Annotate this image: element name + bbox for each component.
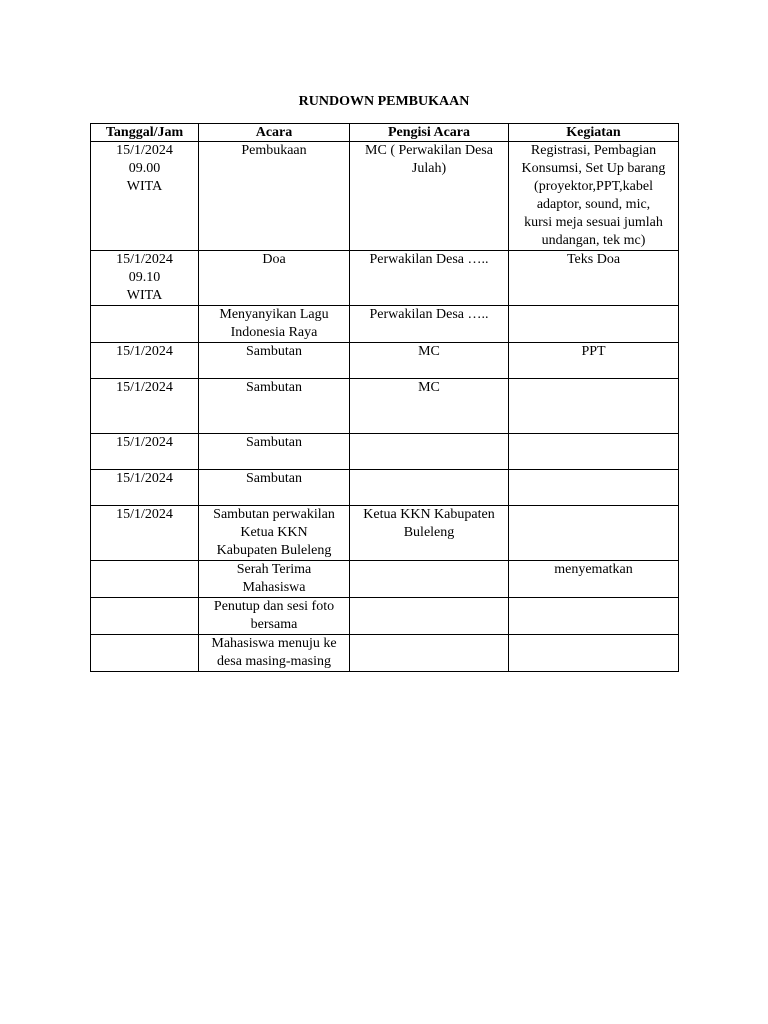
cell-acara <box>199 343 350 379</box>
cell-acara <box>199 142 350 251</box>
cell-text: WITA <box>126 288 163 303</box>
cell-kegiatan <box>509 598 679 635</box>
cell-text: Indonesia Raya <box>230 325 318 340</box>
cell-text: Sambutan perwakilan <box>213 507 335 522</box>
rundown-table <box>90 123 679 672</box>
cell-pengisi <box>350 635 509 672</box>
cell-tanggal <box>91 506 199 561</box>
cell-kegiatan <box>509 470 679 506</box>
cell-tanggal <box>91 598 199 635</box>
cell-text: Julah) <box>411 161 447 176</box>
cell-pengisi <box>350 343 509 379</box>
cell-acara <box>199 379 350 434</box>
cell-text: Mahasiswa <box>242 580 306 595</box>
cell-text: WITA <box>126 179 163 194</box>
cell-text: Perwakilan Desa ….. <box>369 252 489 267</box>
table-row <box>91 470 679 506</box>
cell-pengisi <box>350 251 509 306</box>
cell-text: Registrasi, Pembagian <box>530 143 657 158</box>
table-row <box>91 142 679 251</box>
cell-text: MC ( Perwakilan Desa <box>365 143 493 158</box>
table-row <box>91 635 679 672</box>
cell-acara <box>199 251 350 306</box>
cell-acara <box>199 434 350 470</box>
cell-text: 15/1/2024 <box>116 344 173 359</box>
cell-text: MC <box>418 380 440 395</box>
cell-text: Sambutan <box>246 380 302 395</box>
cell-text: adaptor, sound, mic, <box>536 197 651 212</box>
cell-kegiatan <box>509 506 679 561</box>
cell-tanggal <box>91 635 199 672</box>
header-kegiatan: Kegiatan <box>509 124 679 142</box>
table-row <box>91 379 679 434</box>
cell-pengisi <box>350 506 509 561</box>
cell-text: (proyektor,PPT,kabel <box>534 179 653 194</box>
cell-kegiatan <box>509 306 679 343</box>
table-row <box>91 598 679 635</box>
cell-pengisi <box>350 561 509 598</box>
table-row <box>91 434 679 470</box>
table-row <box>91 251 679 306</box>
cell-text: 15/1/2024 <box>116 380 173 395</box>
cell-pengisi <box>350 434 509 470</box>
cell-text: 15/1/2024 <box>116 507 173 522</box>
cell-acara <box>199 306 350 343</box>
cell-kegiatan <box>509 379 679 434</box>
cell-pengisi <box>350 306 509 343</box>
cell-text: 15/1/2024 <box>116 252 173 267</box>
cell-text: PPT <box>581 344 606 359</box>
table-row <box>91 561 679 598</box>
cell-pengisi <box>350 470 509 506</box>
cell-kegiatan <box>509 343 679 379</box>
cell-acara <box>199 635 350 672</box>
cell-acara <box>199 506 350 561</box>
cell-kegiatan <box>509 635 679 672</box>
cell-text: Sambutan <box>246 344 302 359</box>
cell-text: Konsumsi, Set Up barang <box>521 161 666 176</box>
cell-text: MC <box>418 344 440 359</box>
cell-kegiatan <box>509 434 679 470</box>
table-row <box>91 506 679 561</box>
cell-text: Doa <box>262 252 286 267</box>
cell-acara <box>199 561 350 598</box>
cell-text: menyematkan <box>554 562 633 577</box>
cell-tanggal <box>91 306 199 343</box>
cell-tanggal <box>91 251 199 306</box>
cell-kegiatan <box>509 251 679 306</box>
cell-text: 15/1/2024 <box>116 435 173 450</box>
cell-pengisi <box>350 598 509 635</box>
cell-text: Menyanyikan Lagu <box>219 307 329 322</box>
cell-text: Buleleng <box>403 525 455 540</box>
header-pengisi-acara: Pengisi Acara <box>350 124 509 142</box>
cell-acara <box>199 598 350 635</box>
cell-text: Penutup dan sesi foto <box>213 599 335 614</box>
cell-text: kursi meja sesuai jumlah <box>524 215 663 230</box>
cell-text: Pembukaan <box>241 143 307 158</box>
cell-text: Sambutan <box>246 471 302 486</box>
cell-acara <box>199 470 350 506</box>
header-tanggal-jam: Tanggal/Jam <box>91 124 199 142</box>
cell-text: desa masing-masing <box>217 654 331 669</box>
cell-tanggal <box>91 434 199 470</box>
cell-text: Teks Doa <box>566 252 621 267</box>
cell-text: Kabupaten Buleleng <box>216 543 332 558</box>
cell-pengisi <box>350 142 509 251</box>
cell-text: Serah Terima <box>236 562 312 577</box>
cell-text: 09.00 <box>128 161 161 176</box>
cell-text: undangan, tek mc) <box>541 233 646 248</box>
header-row <box>91 124 679 142</box>
cell-text: Ketua KKN <box>240 525 308 540</box>
cell-kegiatan <box>509 142 679 251</box>
cell-tanggal <box>91 379 199 434</box>
document-title: RUNDOWN PEMBUKAAN <box>298 94 470 109</box>
cell-tanggal <box>91 343 199 379</box>
cell-pengisi <box>350 379 509 434</box>
table-row <box>91 343 679 379</box>
cell-kegiatan <box>509 561 679 598</box>
cell-text: Perwakilan Desa ….. <box>369 307 489 322</box>
cell-tanggal <box>91 142 199 251</box>
cell-tanggal <box>91 470 199 506</box>
cell-text: 15/1/2024 <box>116 143 173 158</box>
cell-text: 15/1/2024 <box>116 471 173 486</box>
header-acara: Acara <box>199 124 350 142</box>
cell-text: bersama <box>250 617 298 632</box>
cell-text: 09.10 <box>128 270 161 285</box>
cell-text: Mahasiswa menuju ke <box>211 636 337 651</box>
cell-text: Ketua KKN Kabupaten <box>363 507 495 522</box>
table-row <box>91 306 679 343</box>
cell-tanggal <box>91 561 199 598</box>
cell-text: Sambutan <box>246 435 302 450</box>
